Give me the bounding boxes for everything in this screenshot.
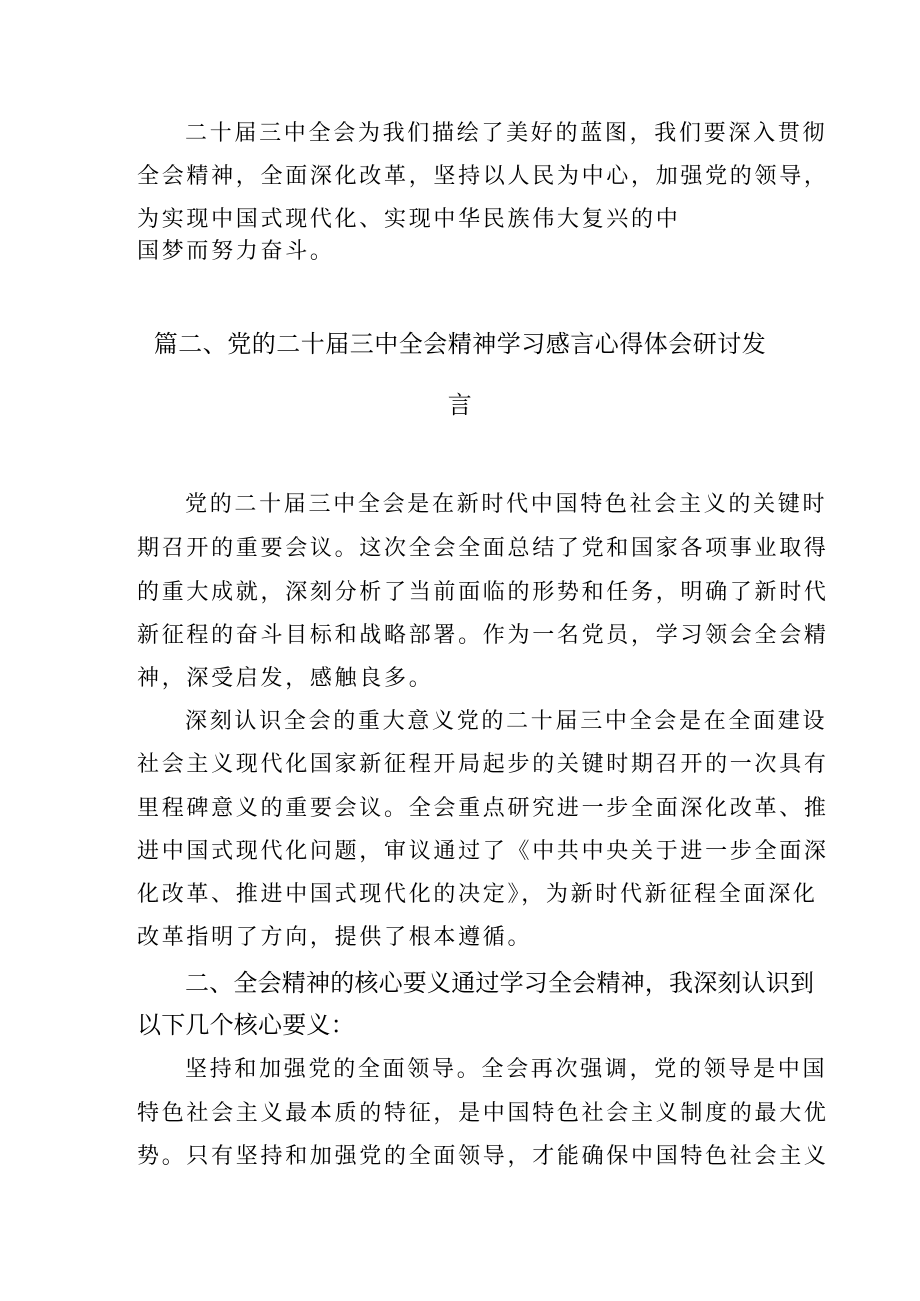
paragraph-1-line-2: 全会精神，全面深化改革，坚持以人民为中心，加强党的领导， (137, 164, 829, 189)
paragraph-4-line-2: 特色社会主义最本质的特征，是中国特色社会主义制度的最大优 (137, 1101, 829, 1126)
paragraph-2-line-1: 党的二十届三中全会是在新时代中国特色社会主义的关键时 (185, 492, 828, 517)
section-title-line-2: 言 (447, 391, 473, 419)
paragraph-3-line-2: 社会主义现代化国家新征程开局起步的关键时期召开的一次具有 (137, 752, 829, 777)
paragraph-2-line-5: 神，深受启发，感触良多。 (137, 666, 434, 691)
paragraph-3-line-5: 化改革、推进中国式现代化的决定》，为新时代新征程全面深化 (137, 882, 818, 907)
paragraph-1-line-1: 二十届三中全会为我们描绘了美好的蓝图，我们要深入贯彻 (185, 121, 828, 146)
paragraph-2-line-2: 期召开的重要会议。这次全会全面总结了党和国家各项事业取得 (137, 536, 829, 561)
paragraph-3-line-4: 进中国式现代化问题，审议通过了《中共中央关于进一步全面深 (137, 839, 829, 864)
paragraph-3-line-6: 改革指明了方向，提供了根本遵循。 (137, 925, 533, 950)
paragraph-4-line-1: 坚持和加强党的全面领导。全会再次强调，党的领导是中国 (185, 1057, 828, 1082)
paragraph-1-line-3: 为实现中国式现代化、实现中华民族伟大复兴的中 (137, 207, 681, 232)
paragraph-2-line-3: 的重大成就，深刻分析了当前面临的形势和任务，明确了新时代 (137, 580, 829, 605)
paragraph-4-line-3: 势。只有坚持和加强党的全面领导，才能确保中国特色社会主义 (137, 1144, 829, 1169)
paragraph-3-line-1: 深刻认识全会的重大意义党的二十届三中全会是在全面建设 (185, 709, 828, 734)
paragraph-2-line-4: 新征程的奋斗目标和战略部署。作为一名党员，学习领会全会精 (137, 623, 829, 648)
paragraph-1-line-4: 国梦而努力奋斗。 (137, 239, 335, 264)
paragraph-3-line-3: 里程碑意义的重要会议。全会重点研究进一步全面深化改革、推 (137, 796, 829, 821)
subheading-line-2: 以下几个核心要义： (137, 1011, 355, 1039)
section-title-line-1: 篇二、党的二十届三中全会精神学习感言心得体会研讨发 (153, 330, 767, 358)
subheading-line-1: 二、全会精神的核心要义通过学习全会精神，我深刻认识到 (185, 969, 815, 997)
